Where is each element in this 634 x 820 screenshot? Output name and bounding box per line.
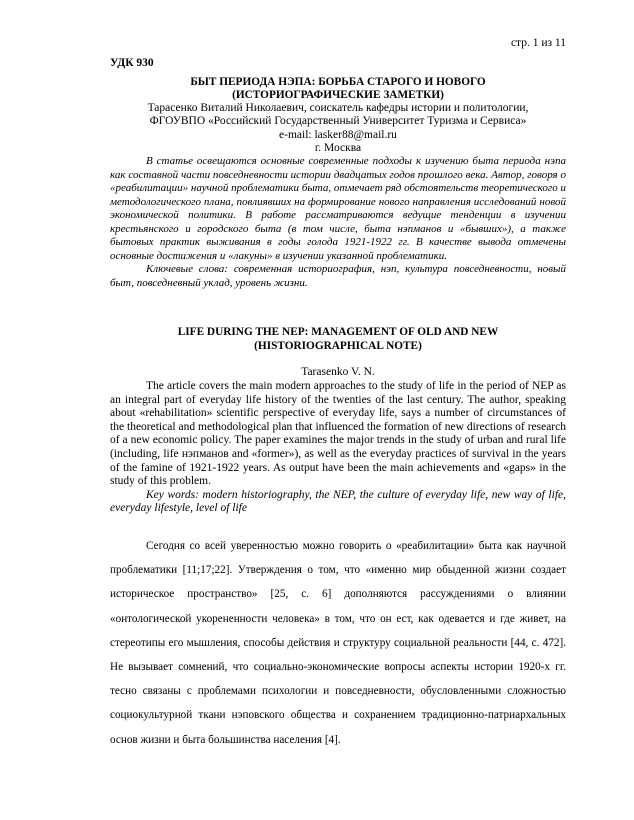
author-email: e-mail: lasker88@mail.ru bbox=[279, 128, 397, 141]
abstract-english-text: The article covers the main modern approaches to the study of life in the period of NEP as an integral part of everyday life history of the twenties of the last century. The author, speaking about «rehabilitation» scientific perspective of everyday life, says a number of circumstances of the theoretical and methodological plan that influenced the formation of new directions of research of a new economic policy. The paper examines the major trends in the study of urban and rural life (including, life нэпманов and «former»), as well as the everyday practices of survival in the years of the famine of 1921-1922 years. As output have been the main achievements and «gaps» in the study of this problem. bbox=[110, 380, 566, 488]
author-city: г. Москва bbox=[314, 142, 362, 155]
abstract-russian-text: В статье освещаются основные современные подходы к изучению быта периода нэпа как составной части повседневности истории двадцатых годов прошлого века. Автор, говоря о «реабилитации» научной проблематики быта, отмечает ряд обстоятельств теоретического и методологического плана, повлиявших на формирование нового направления исследований новой экономической политики. В работе рассматриваются ведущие тенденции в изучении крестьянского и городского быта (в том числе, быта нэпманов и «бывших»), а также бытовых практик выживания в годы голода 1921-1922 гг. В качестве вывода отмечены основные достижения и «лакуны» в изучении указанной проблематики. bbox=[110, 155, 566, 262]
title-russian-line1: БЫТ ПЕРИОДА НЭПА: БОРЬБА СТАРОГО И НОВОГО bbox=[190, 76, 486, 88]
keywords-russian: Ключевые слова: современная историография, нэп, культура повседневности, новый быт, повседневный уклад, уровень жизни. bbox=[110, 263, 566, 289]
author-university: ФГОУВПО «Российский Государственный Университет Туризма и Сервиса» bbox=[149, 115, 527, 128]
author-name-affiliation: Тарасенко Виталий Николаевич, соискатель кафедры истории и политологии, bbox=[147, 102, 529, 114]
body-paragraph: Сегодня со всей уверенностью можно говорить о «реабилитации» быта как научной проблематики [11;17;22]. Утверждения о том, что «именно мир обыденной жизни создает историческое пространство» [25, с. 6] дополняются рассуждениями о влиянии «онтологической укорененности человека» в том, что он ест, как одевается и где живет, на стереотипы его мышления, способы действия и структуру социальной реальности [44, с. 472]. Не вызывает сомнений, что социально-экономические вопросы аспекты истории 1920-х гг. тесно связаны с проблемами психологии и повседневности, обусловленными сложностью социокультурной ткани нэповского общества и сохранением традиционно-патриархальных основ жизни и быта большинства населения [4]. bbox=[110, 540, 566, 746]
title-russian-line2: (ИСТОРИОГРАФИЧЕСКИЕ ЗАМЕТКИ) bbox=[232, 89, 444, 101]
main-body bbox=[110, 534, 566, 752]
title-english bbox=[110, 325, 566, 353]
title-english-line2: (HISTORIOGRAPHICAL NOTE) bbox=[254, 340, 422, 352]
keywords-english: Key words: modern historiography, the NEP, the culture of everyday life, new way of life, everyday lifestyle, level of life bbox=[110, 488, 566, 515]
abstract-russian bbox=[110, 155, 566, 290]
title-russian bbox=[110, 76, 566, 102]
udk-code: УДК 930 bbox=[110, 57, 154, 69]
author-block-russian bbox=[110, 102, 566, 156]
abstract-english bbox=[110, 380, 566, 516]
author-english: Tarasenko V. N. bbox=[301, 366, 375, 378]
title-english-line1: LIFE DURING THE NEP: MANAGEMENT OF OLD AND NEW bbox=[177, 326, 499, 338]
page-number: стр. 1 из 11 bbox=[510, 37, 566, 49]
